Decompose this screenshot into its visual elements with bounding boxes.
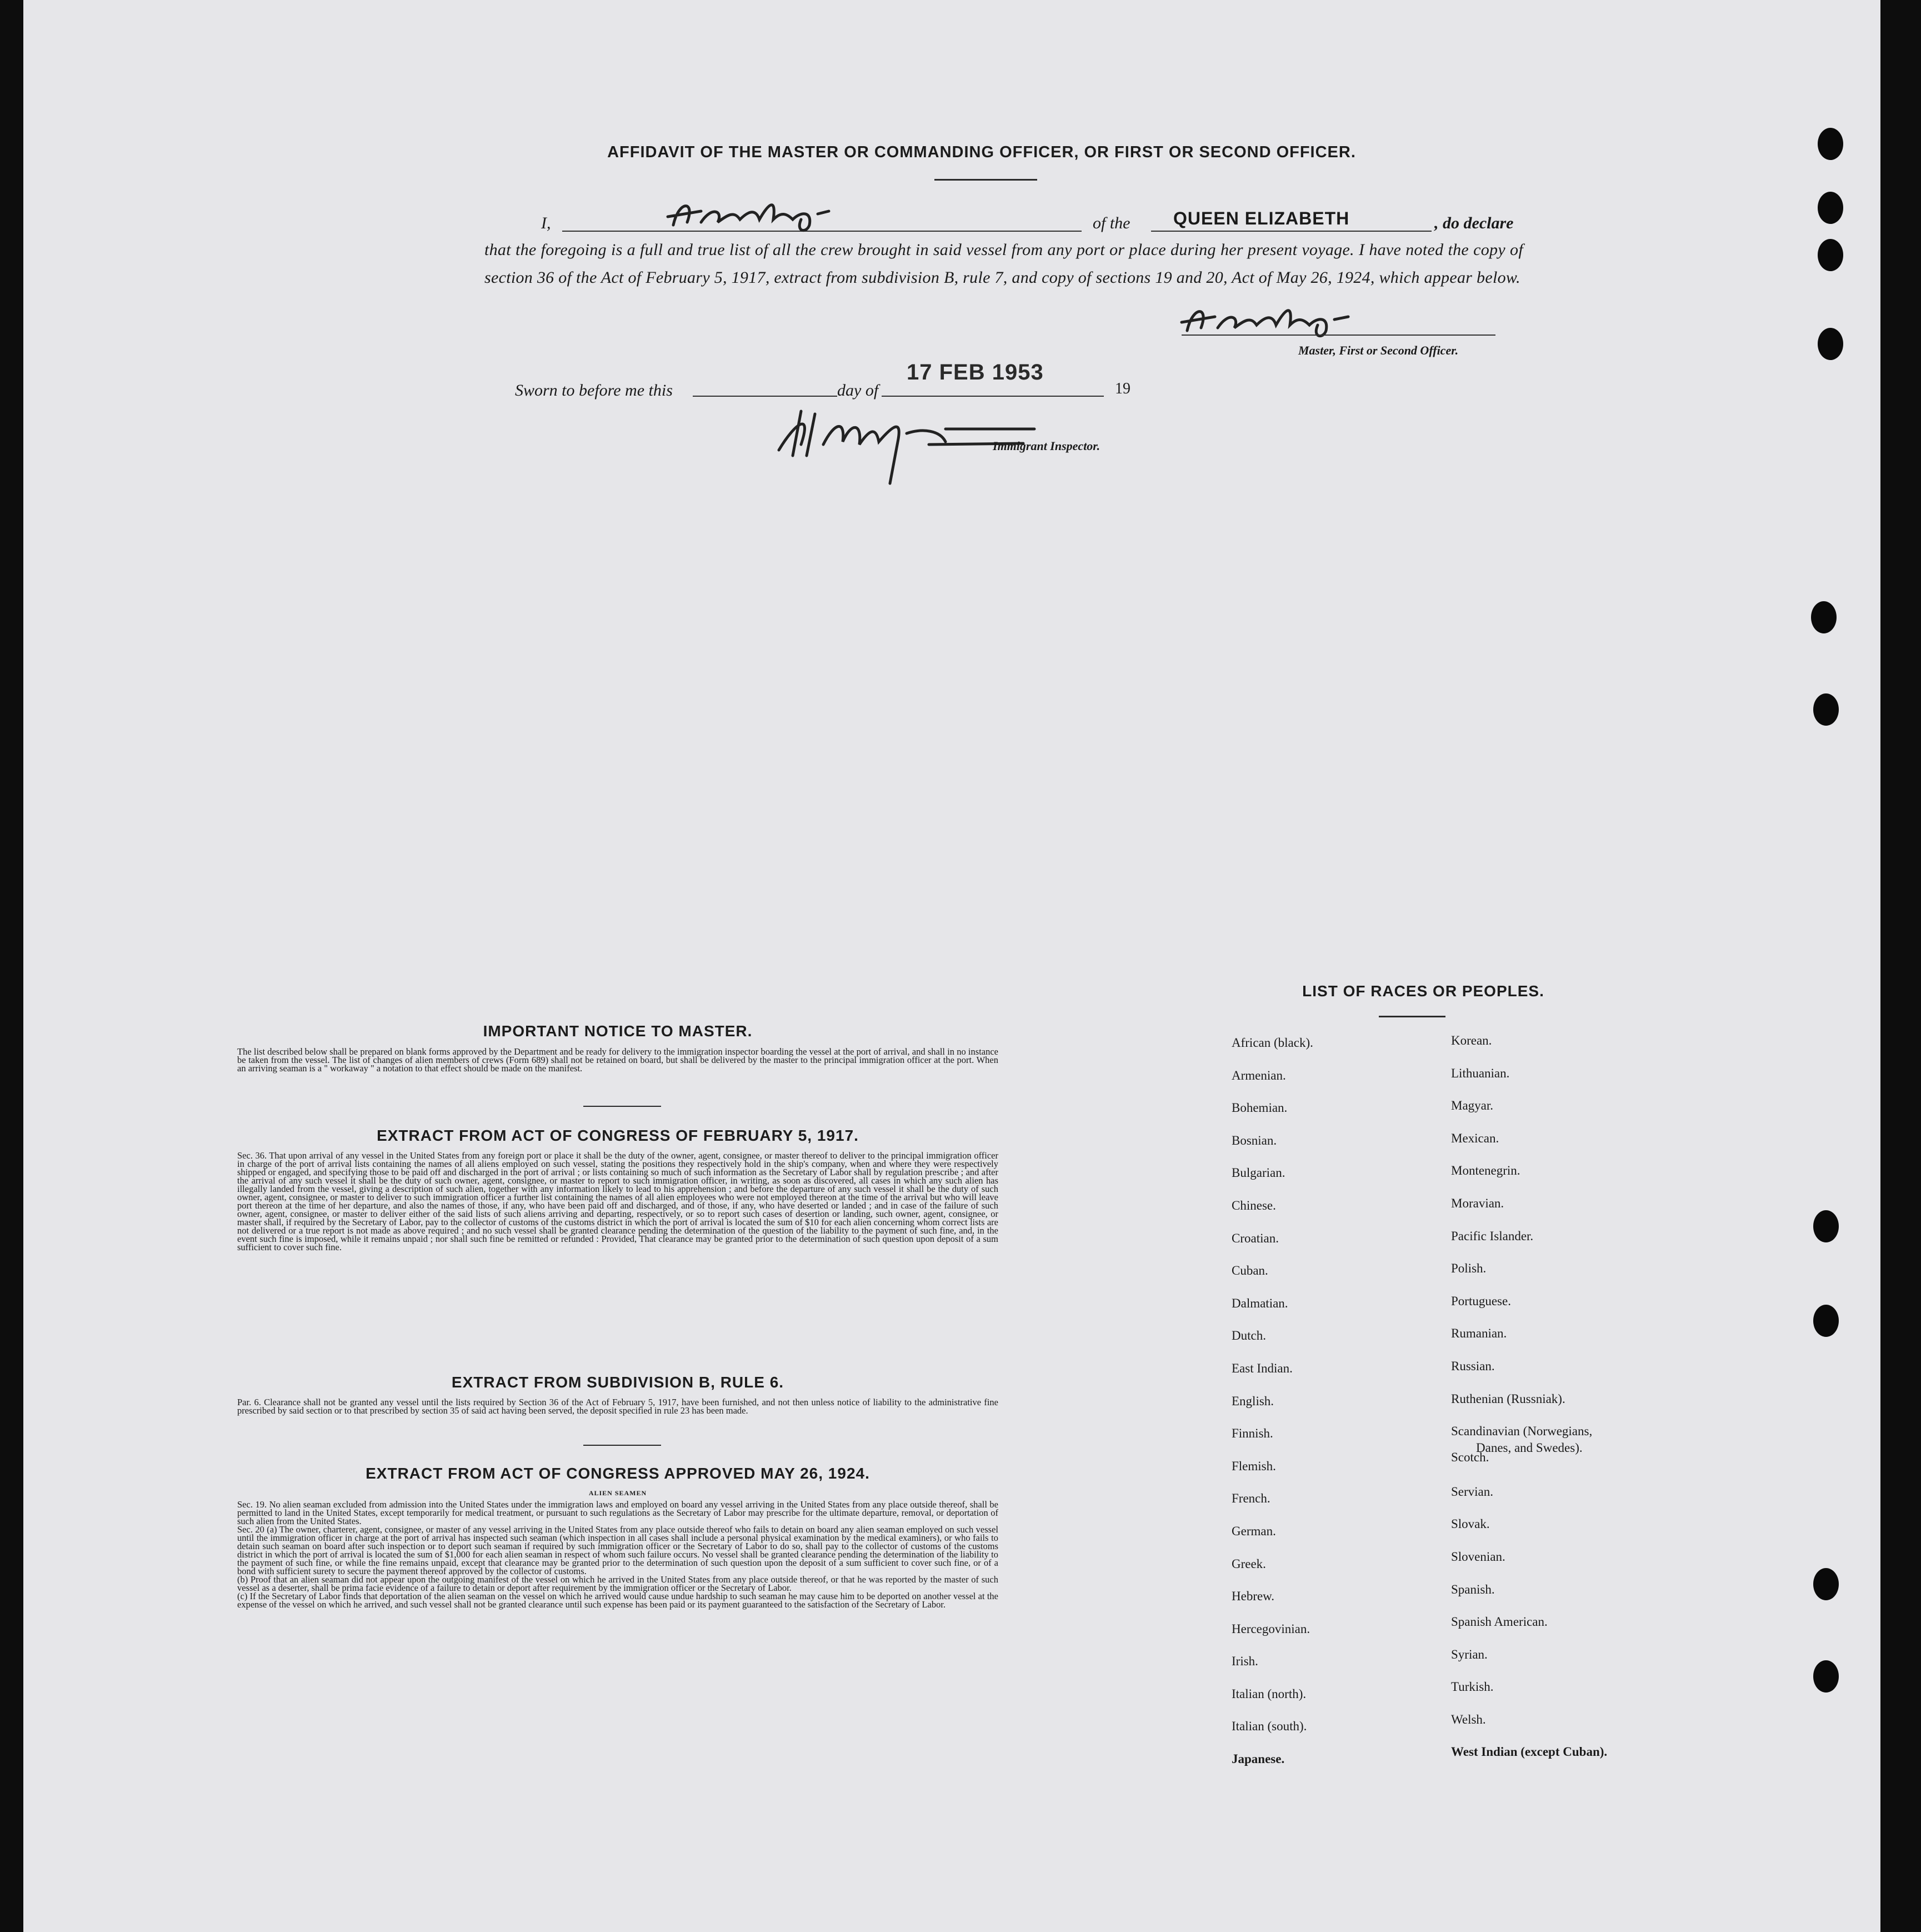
affidavit-body-text: that the foregoing is a full and true list of all the crew brought in said vessel from any port or place during her present voyage. I have noted the copy of section 36 of the Act of February 5, 1917, extract from subdivision B, rule 7, and copy of sections 19 and 20, Act of May 26, 1924, which appear below.: [484, 241, 1523, 287]
punch-hole: [1818, 328, 1843, 360]
race-item: Slovak.: [1451, 1517, 1490, 1531]
notice-heading: IMPORTANT NOTICE TO MASTER.: [483, 1022, 753, 1040]
race-item: Lithuanian.: [1451, 1066, 1510, 1080]
extract-1917-text: Sec. 36. That upon arrival of any vessel in the United States from any foreign port or place it shall be the duty of the owner, agent, consignee, or master thereof to deliver to the principal immigration officer in charge of the port of arrival lists containing the names of all aliens employed on such vessel, stating the positions they respectively hold in the ship's company, when and where they were respectively shipped or engaged, and specifying those to be paid off and discharged in the port of arrival ; or lists containing so much of such information as the Secretary of Labor shall by regulation prescribe ; and after the arrival of any such vessel it shall be the duty of such owner, agent, consignee, or master to report to such immigration officer, in writing, as soon as discovered, all cases in which any such alien has illegally landed from the vessel, giving a description of such alien, together with any information likely to lead to his apprehension ; and before the departure of any such vessel it shall be the duty of such owner, agent, consignee, or master to deliver to such immigration officer a further list containing the names of all alien employees who were not employed thereon at the time of the arrival but who will leave port thereon at the time of her departure, and also the names of those, if any, who have been paid off and discharged, and of those, if any, who have deserted or landed ; and in case of the failure of such owner, agent, consignee, or master to deliver either of the said lists of such aliens arriving and departing, respectively, or so to report such cases of desertion or landing, such owner, agent, consignee, or master shall, if required by the Secretary of Labor, pay to the collector of customs of the customs district in which the port of arrival is located the sum of $10 for each alien concerning whom correct lists are not delivered or a true report is not made as above required ; and no such vessel shall be granted clearance pending the determination of the question of the liability to the payment of such fine, and, in the event such fine is imposed, while it remains unpaid ; nor shall such fine be remitted or refunded : Provided, That clearance may be granted prior to the determination of such question upon deposit of a sum sufficient to cover such fine.: [237, 1150, 998, 1252]
race-item: Bulgarian.: [1232, 1166, 1285, 1180]
extract-rule6-text: Par. 6. Clearance shall not be granted any vessel until the lists required by Section 36 of the Act of February 5, 1917, have been furnished, and not then unless notice of liability to the administrative fine prescribed by said section or to that prescribed by section 35 of said act having been served, the deposit specified in rule 23 has been made.: [237, 1397, 998, 1416]
race-item: Greek.: [1232, 1556, 1266, 1571]
year-suffix: 19: [1115, 380, 1130, 397]
punch-hole: [1818, 192, 1843, 224]
race-item: Syrian.: [1451, 1647, 1488, 1661]
punch-hole: [1813, 1305, 1839, 1337]
race-item: Spanish.: [1451, 1582, 1495, 1596]
race-item: East Indian.: [1232, 1361, 1293, 1375]
inspector-caption: Immigrant Inspector.: [993, 439, 1100, 453]
race-item: Italian (south).: [1232, 1719, 1307, 1734]
punch-hole: [1818, 239, 1843, 271]
race-item: Italian (north).: [1232, 1686, 1307, 1701]
race-item: Dutch.: [1232, 1329, 1266, 1343]
race-item: Hercegovinian.: [1232, 1621, 1310, 1636]
race-item: Servian.: [1451, 1484, 1494, 1499]
race-item: Finnish.: [1232, 1426, 1273, 1441]
race-item: African (black).: [1232, 1036, 1313, 1050]
extract-1917-heading: EXTRACT FROM ACT OF CONGRESS OF FEBRUARY 5, 1917.: [377, 1127, 859, 1144]
race-item: Turkish.: [1451, 1680, 1494, 1694]
alien-seamen-subheading: ALIEN SEAMEN: [588, 1489, 647, 1497]
race-item: Spanish American.: [1451, 1615, 1548, 1629]
race-item-line: Scandinavian (Norwegians,: [1451, 1424, 1593, 1439]
sec20b-text: (b) Proof that an alien seaman did not appear upon the outgoing manifest of the vessel on which he arrived in the United States from any place outside thereof, or that he was reported by the master of such vessel as a deserter, shall be prima facie evidence of a failure to detain or deport after requirement by the immigration officer or the Secretary of Labor.: [237, 1574, 998, 1593]
race-item: West Indian (except Cuban).: [1451, 1745, 1608, 1759]
sec20a-text: Sec. 20 (a) The owner, charterer, agent, consignee, or master of any vessel arriving in the United States from any place outside thereof who fails to detain on board any alien seaman employed on such vessel until the immigration officer in charge at the port of arrival has inspected such seaman (which inspection in all cases shall include a personal physical examination by the medical examiners), or who fails to detain such seaman on board after such inspection or to deport such seaman if required by such immigration officer or the Secretary of Labor to do so, shall pay to the collector of customs of the customs district in which the port of arrival is located the sum of $1,000 for each alien seaman in respect of whom such failure occurs. No vessel shall be granted clearance pending the determination of the liability to the payment of such fine, or while the fine remains unpaid, except that clearance may be granted prior to the determination of such question upon the deposit of a sum sufficient to cover such fine, or of a bond with sufficient surety to secure the payment thereof approved by the collector of customs.: [237, 1524, 998, 1576]
race-item: Croatian.: [1232, 1231, 1279, 1245]
race-item: Flemish.: [1232, 1459, 1276, 1473]
race-item: Irish.: [1232, 1654, 1258, 1669]
race-item: Korean.: [1451, 1034, 1492, 1047]
race-item: Pacific Islander.: [1451, 1229, 1534, 1243]
race-item: French.: [1232, 1491, 1270, 1506]
race-item: Bohemian.: [1232, 1101, 1288, 1115]
race-item: Scotch.: [1451, 1450, 1489, 1464]
race-item: Bosnian.: [1232, 1133, 1277, 1147]
race-item: Hebrew.: [1232, 1589, 1275, 1604]
race-item: Moravian.: [1451, 1196, 1504, 1210]
race-item: Japanese.: [1232, 1752, 1285, 1766]
affidavit-heading: AFFIDAVIT OF THE MASTER OR COMMANDING OFFICER, OR FIRST OR SECOND OFFICER.: [607, 143, 1356, 161]
notice-rule: [583, 1106, 661, 1107]
vessel-name: QUEEN ELIZABETH: [1173, 208, 1350, 228]
declarant-signature: [662, 194, 868, 233]
affidavit-heading-rule: [934, 179, 1037, 181]
punch-hole: [1813, 1568, 1839, 1600]
officer-signature-line: [1182, 335, 1495, 336]
date-stamp: 17 FEB 1953: [907, 360, 1044, 385]
document-page: [23, 0, 1880, 1932]
punch-hole: [1811, 601, 1837, 633]
of-the-label: of the: [1093, 214, 1130, 232]
race-item: German.: [1232, 1524, 1276, 1538]
rule6-rule: [583, 1445, 661, 1446]
sworn-label: Sworn to before me this: [515, 381, 673, 400]
sec19-text: Sec. 19. No alien seaman excluded from admission into the United States under the immigration laws and employed on board any vessel arriving in the United States from any place outside thereof, shall be permitted to land in the United States, except temporarily for medical treatment, or pursuant to such regulations as the Secretary of Labor may prescribe for the ultimate departure, removal, or deportation of such alien from the United States.: [237, 1499, 998, 1526]
races-right-column: [1451, 1032, 1607, 1776]
extract-1924-body: [237, 1500, 998, 1609]
race-item: Montenegrin.: [1451, 1164, 1520, 1178]
race-item: Welsh.: [1451, 1712, 1486, 1726]
day-of-label: day of: [837, 381, 879, 400]
race-item: Ruthenian (Russniak).: [1451, 1391, 1565, 1406]
notice-text: The list described below shall be prepared on blank forms approved by the Department and be ready for delivery to the immigration inspector boarding the vessel at the port of arrival, and shall in no instance be taken from the vessel. The list of changes of alien members of crews (Form 689) shall not be retained on board, but shall be delivered by the master to the principal immigration officer at the port. When an arriving seaman is a " workaway " a notation to that effect should be made on the manifest.: [237, 1046, 998, 1074]
extract-rule6-heading: EXTRACT FROM SUBDIVISION B, RULE 6.: [451, 1374, 784, 1391]
races-heading: LIST OF RACES OR PEOPLES.: [1302, 982, 1544, 1000]
do-declare-label: , do declare: [1434, 214, 1514, 232]
race-item-continuation: Danes, and Swedes).: [1476, 1441, 1583, 1455]
race-item: Rumanian.: [1451, 1326, 1507, 1341]
race-item: Cuban.: [1232, 1264, 1268, 1278]
races-rule: [1379, 1016, 1445, 1017]
race-item: Dalmatian.: [1232, 1296, 1288, 1310]
race-item: Armenian.: [1232, 1068, 1286, 1082]
race-item: Slovenian.: [1451, 1549, 1505, 1564]
punch-hole: [1813, 693, 1839, 726]
officer-signature: [1176, 300, 1387, 339]
punch-hole: [1813, 1660, 1839, 1693]
punch-hole: [1813, 1210, 1839, 1242]
sec20c-text: (c) If the Secretary of Labor finds that deportation of the alien seaman on the vessel on which he arrived would cause undue hardship to such seaman he may cause him to be deported on another vessel at the expense of the vessel on which he arrived, and such vessel shall not be granted clearance until such expense has been paid or its payment guaranteed to the satisfaction of the Secretary of Labor.: [237, 1591, 998, 1610]
extract-1924-heading: EXTRACT FROM ACT OF CONGRESS APPROVED MAY 26, 1924.: [366, 1465, 870, 1482]
race-item: Polish.: [1451, 1261, 1487, 1276]
race-item: Russian.: [1451, 1359, 1495, 1373]
race-item: Chinese.: [1232, 1198, 1276, 1212]
punch-hole: [1818, 128, 1843, 160]
race-item: Magyar.: [1451, 1099, 1494, 1113]
race-item: English.: [1232, 1394, 1274, 1408]
races-left-column: [1232, 1035, 1313, 1784]
officer-caption: Master, First or Second Officer.: [1298, 343, 1459, 357]
vessel-name-line: [1151, 231, 1432, 232]
race-item: Mexican.: [1451, 1131, 1499, 1145]
race-item: Portuguese.: [1451, 1294, 1511, 1308]
i-label: I,: [541, 214, 551, 232]
